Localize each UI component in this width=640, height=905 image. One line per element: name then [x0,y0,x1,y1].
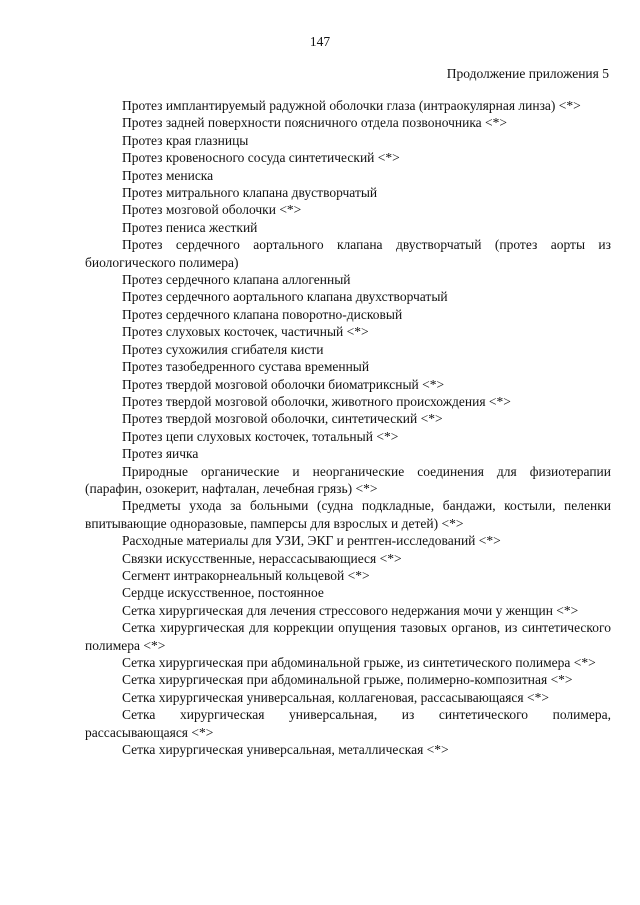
list-item: Протез сердечного аортального клапана двухстворчатый [122,289,448,305]
list-item: Протез сердечного клапана аллогенный [122,272,351,288]
list-item: Протез твердой мозговой оболочки биоматриксный <*> [122,376,445,392]
list-item: Предметы ухода за больными (судна подкладные, бандажи, костыли, пеленки впитывающие одноразовые, памперсы для взрослых и детей) <*> [85,498,611,531]
list-item: Протез сердечного аортального клапана двустворчатый (протез аорты из биологического полимера) [85,237,611,270]
list-item: Протез цепи слуховых косточек, тотальный <*> [122,428,399,444]
list-item: Протез сухожилия сгибателя кисти [122,341,324,357]
list-item: Сетка хирургическая для коррекции опущения тазовых органов, из синтетического полимера <*> [85,620,611,653]
list-item: Сетка хирургическая при абдоминальной грыже, из синтетического полимера <*> [122,655,596,670]
list-item: Протез задней поверхности поясничного отдела позвоночника <*> [122,115,508,131]
list-item: Протез мозговой оболочки <*> [122,202,302,218]
list-item: Протез яичка [122,446,199,462]
list-item: Протез твердой мозговой оболочки, животного происхождения <*> [122,393,511,409]
list-item: Протез твердой мозговой оболочки, синтетический <*> [122,411,443,427]
list-item: Протез слуховых косточек, частичный <*> [122,324,369,340]
list-item: Протез тазобедренного сустава временный [122,359,370,375]
list-item: Сетка хирургическая универсальная, из синтетического полимера, рассасывающаяся <*> [85,707,611,740]
list-item: Протез кровеносного сосуда синтетический <*> [122,150,400,166]
list-item: Сетка хирургическая при абдоминальной грыже, полимерно-композитная <*> [122,672,573,688]
list-item: Протез имплантируемый радужной оболочки глаза (интраокулярная линза) <*> [122,98,581,113]
list-item: Расходные материалы для УЗИ, ЭКГ и рентген-исследований <*> [122,533,501,549]
list-item: Протез мениска [122,167,214,183]
list-item: Протез края глазницы [122,132,249,148]
entry-list [85,97,611,758]
list-item: Сердце искусственное, постоянное [122,585,324,601]
list-item: Сетка хирургическая универсальная, металлическая <*> [122,742,449,758]
continuation-title: Продолжение приложения 5 [446,66,609,81]
list-item: Протез сердечного клапана поворотно-дисковый [122,306,403,322]
list-item: Протез митрального клапана двустворчатый [122,185,378,201]
list-item: Сетка хирургическая универсальная, коллагеновая, рассасывающаяся <*> [122,689,549,705]
list-item: Природные органические и неорганические соединения для физиотерапии (парафин, озокерит, нафталан, лечебная грязь) <*> [85,463,611,496]
list-item: Связки искусственные, нерассасывающиеся <*> [122,550,402,566]
list-item: Сегмент интракорнеальный кольцевой <*> [122,567,370,583]
list-item: Протез пениса жесткий [122,219,258,235]
page-number: 147 [309,34,331,49]
list-item: Сетка хирургическая для лечения стрессового недержания мочи у женщин <*> [122,602,579,618]
